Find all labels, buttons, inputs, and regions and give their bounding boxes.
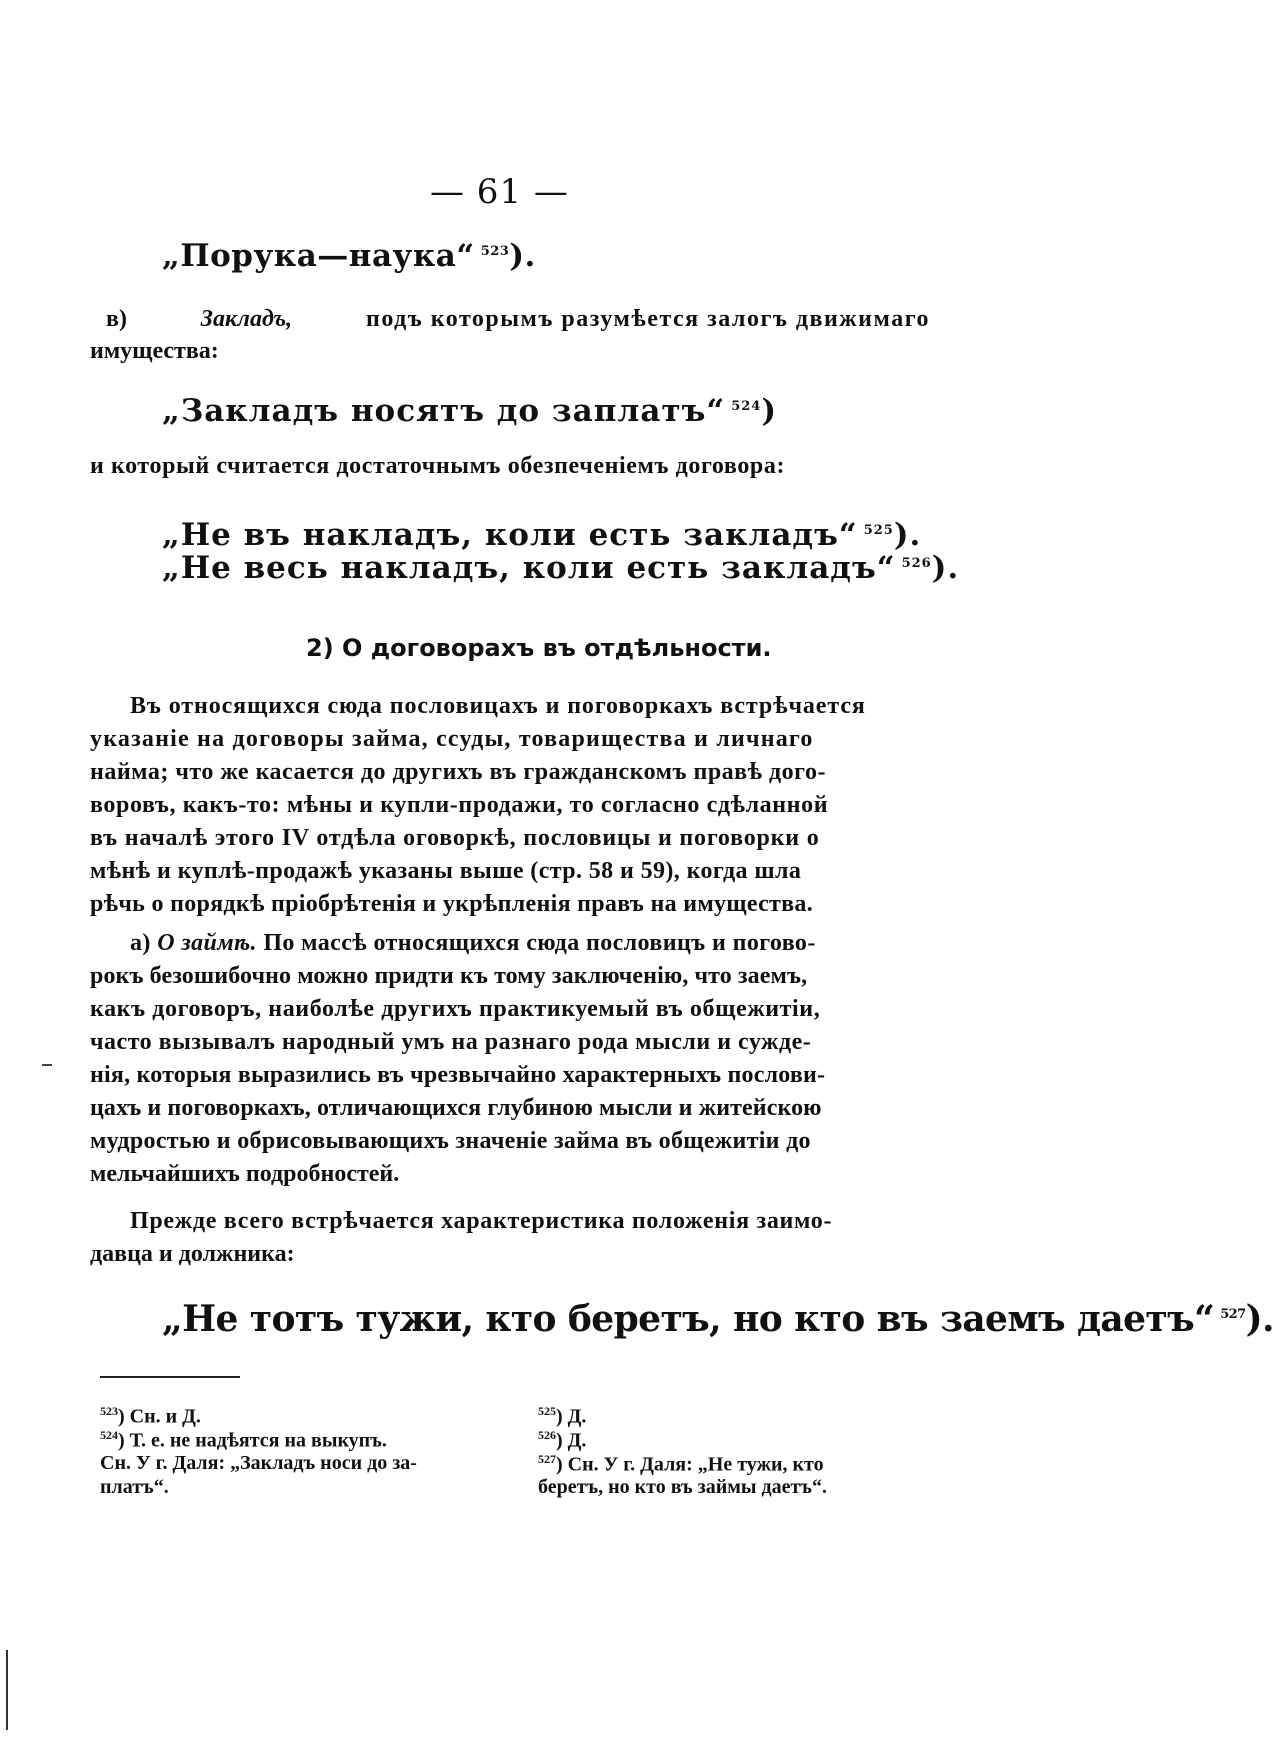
main-para-line: воровъ, какъ-то: мѣны и купли-продажи, то согласно сдѣланной xyxy=(90,792,829,818)
footnote-right-3 xyxy=(538,1452,824,1477)
prezhde-para-line: давца и должника: xyxy=(90,1241,295,1267)
quote-close: ). xyxy=(893,517,922,553)
zaim-para-line: часто вызывалъ народный умъ на разнаго рода мысли и сужде- xyxy=(90,1029,812,1055)
main-para-line: найма; что же касается до другихъ въ гражданскомъ правѣ дого- xyxy=(90,759,826,785)
quote-zaklad xyxy=(162,393,777,429)
footnote-ref: 526 xyxy=(901,555,932,571)
quote-close: ). xyxy=(931,550,960,586)
footnote-text: ) Т. е. не надѣятся на выкупъ. xyxy=(118,1429,387,1452)
footnote-text: Сн. У г. Даля: „Закладъ носи до за- xyxy=(100,1452,417,1474)
item-prefix: в) xyxy=(106,306,127,332)
quote-nakl-2 xyxy=(162,550,959,586)
quote-close: ) xyxy=(761,393,778,429)
main-para-line: мѣнѣ и куплѣ-продажѣ указаны выше (стр. 58 и 59), когда шла xyxy=(90,858,802,884)
quote-text: „Не тотъ тужи, кто беретъ, но кто въ заемъ даетъ“ xyxy=(162,1298,1215,1340)
binding-edge-line xyxy=(6,1650,8,1730)
margin-mark xyxy=(42,1064,52,1066)
footnote-text: платъ“. xyxy=(100,1476,169,1498)
main-para-line: въ началѣ этого IV отдѣла оговоркѣ, пословицы и поговорки о xyxy=(90,825,820,851)
para-text: подъ которымъ разумѣется залогъ движимаго xyxy=(365,306,930,332)
footnote-text: ) Сн. У г. Даля: „Не тужи, кто xyxy=(556,1453,824,1476)
item-prefix: а) xyxy=(130,930,151,956)
zaim-para-line: цахъ и поговоркахъ, отличающихся глубиною мысли и житейскою xyxy=(90,1095,822,1121)
footnote-text: ) Д. xyxy=(556,1429,587,1452)
footnote-text: беретъ, но кто въ займы даетъ“. xyxy=(538,1476,827,1498)
footnote-right-4 xyxy=(538,1476,827,1499)
footnote-left-3 xyxy=(100,1452,417,1475)
zaim-para-line: какъ договоръ, наиболѣе другихъ практикуемый въ общежитіи, xyxy=(90,996,821,1022)
quote-poruka xyxy=(162,238,536,274)
italic-term: Закладъ, xyxy=(200,306,293,332)
footnote-right-2 xyxy=(538,1428,586,1453)
footnote-text: ) Д. xyxy=(556,1405,587,1428)
footnote-ref: 524 xyxy=(731,398,762,414)
footnote-left-2 xyxy=(100,1428,387,1453)
footnote-left-1 xyxy=(100,1404,201,1429)
page-number: — 61 — xyxy=(430,172,569,212)
para-zaklad-line-1 xyxy=(106,306,930,333)
prezhde-para-line: Прежде всего встрѣчается характеристика положенія заимо- xyxy=(130,1208,833,1234)
footnote-left-4 xyxy=(100,1476,169,1499)
footnote-number: 527 xyxy=(538,1452,556,1466)
zaim-para-line: нія, которыя выразились въ чрезвычайно характерныхъ послови- xyxy=(90,1062,826,1088)
quote-text: „Не весь накладъ, коли есть закладъ“ xyxy=(162,550,896,586)
footnote-number: 525 xyxy=(538,1404,556,1418)
main-para-line: Въ относящихся сюда пословицахъ и поговоркахъ встрѣчается xyxy=(130,693,866,719)
quote-nakl-1 xyxy=(162,517,921,553)
zaim-para-first-line xyxy=(130,930,816,957)
zaim-para-line: рокъ безошибочно можно придти къ тому заключенію, что заемъ, xyxy=(90,963,808,989)
footnote-number: 523 xyxy=(100,1404,118,1418)
italic-term: О займѣ. xyxy=(157,930,257,956)
quote-close: ). xyxy=(1245,1298,1274,1340)
footnote-number: 524 xyxy=(100,1428,118,1442)
footnote-right-1 xyxy=(538,1404,586,1429)
footnote-number: 526 xyxy=(538,1428,556,1442)
main-para-line: указаніе на договоры займа, ссуды, товарищества и личнаго xyxy=(90,726,814,752)
zaim-para-line: мудростью и обрисовывающихъ значеніе займа въ общежитіи до xyxy=(90,1128,811,1154)
zaim-para-line: мельчайшихъ подробностей. xyxy=(90,1161,400,1187)
footnote-rule xyxy=(100,1376,240,1378)
quote-close: ). xyxy=(509,238,536,274)
quote-text: „Не въ накладъ, коли есть закладъ“ xyxy=(162,517,858,553)
footnote-text: ) Сн. и Д. xyxy=(118,1405,201,1428)
para-dostatochnym: и который считается достаточнымъ обезпеченіемъ договора: xyxy=(90,453,786,479)
quote-tuzhi xyxy=(162,1298,1274,1340)
section-heading: 2) О договорахъ въ отдѣльности. xyxy=(306,634,772,662)
para-zaklad-line-2: имущества: xyxy=(90,338,219,364)
quote-text: „Закладъ носятъ до заплатъ“ xyxy=(162,393,726,429)
para-text: По массѣ относящихся сюда пословицъ и погово- xyxy=(263,930,816,956)
main-para-line: рѣчь о порядкѣ пріобрѣтенія и укрѣпленія правъ на имущества. xyxy=(90,891,813,917)
footnote-ref: 527 xyxy=(1220,1307,1246,1322)
footnote-ref: 525 xyxy=(863,522,894,538)
footnote-ref: 523 xyxy=(480,243,510,259)
quote-text: „Порука—наука“ xyxy=(162,238,475,274)
